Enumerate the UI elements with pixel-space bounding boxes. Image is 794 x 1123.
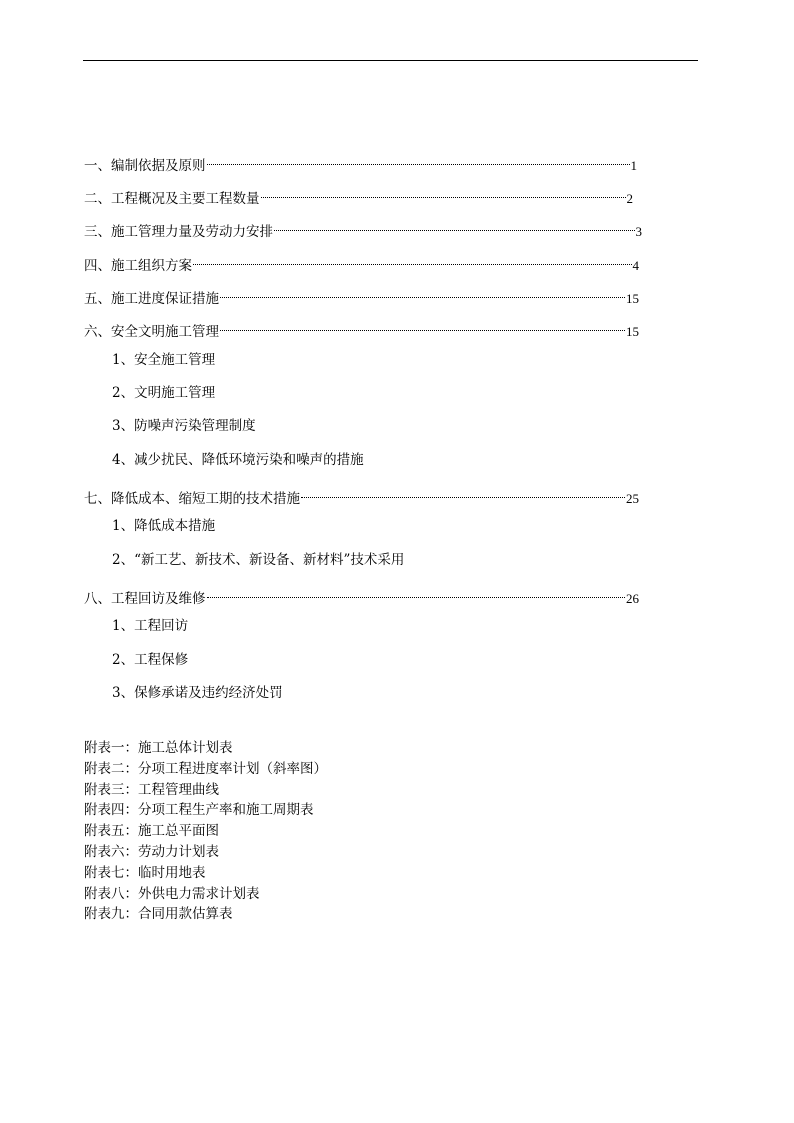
toc-leader-dots (301, 483, 625, 503)
toc-subentry-7-1[interactable] (112, 516, 215, 536)
toc-subentry-8-2[interactable] (112, 650, 188, 670)
toc-entry-page: 15 (626, 291, 639, 306)
toc-subentry-label: 3、保修承诺及违约经济处罚 (112, 685, 283, 701)
toc-entry-5[interactable] (84, 283, 639, 307)
toc-entry-page: 3 (635, 224, 642, 239)
toc-entry-page: 26 (626, 591, 639, 606)
appendix-item-9: 附表九：合同用款估算表 (84, 906, 233, 923)
toc-entry-label: 七、降低成本、缩短工期的技术措施 (84, 491, 300, 507)
toc-subentry-8-1[interactable] (112, 616, 188, 636)
appendix-item-3: 附表三：工程管理曲线 (84, 781, 219, 798)
toc-entry-2[interactable] (84, 183, 633, 207)
appendix-item-4: 附表四：分项工程生产率和施工周期表 (84, 802, 314, 819)
toc-subentry-label: 1、安全施工管理 (112, 352, 216, 368)
toc-subentry-label: 3、防噪声污染管理制度 (112, 418, 256, 434)
toc-subentry-label: 2、“新工艺、新技术、新设备、新材料”技术采用 (112, 552, 405, 568)
appendix-item-2: 附表二：分项工程进度率计划（斜率图） (84, 760, 327, 777)
toc-leader-dots (193, 250, 632, 270)
toc-leader-dots (220, 283, 625, 303)
toc-entry-8[interactable] (84, 583, 639, 607)
appendix-item-6: 附表六：劳动力计划表 (84, 843, 219, 860)
appendix-item-8: 附表八：外供电力需求计划表 (84, 885, 260, 902)
toc-entry-page: 25 (626, 491, 639, 506)
toc-entry-label: 八、工程回访及维修 (84, 591, 206, 607)
toc-subentry-6-4[interactable] (112, 450, 364, 470)
toc-subentry-label: 1、降低成本措施 (112, 518, 216, 534)
toc-subentry-label: 2、文明施工管理 (112, 385, 216, 401)
toc-subentry-6-1[interactable] (112, 350, 215, 370)
header-rule (83, 60, 698, 61)
toc-entry-label: 四、施工组织方案 (84, 258, 192, 274)
toc-subentry-label: 1、工程回访 (112, 618, 189, 634)
toc-leader-dots (207, 583, 626, 603)
toc-subentry-7-2[interactable] (112, 550, 404, 570)
toc-entry-label: 六、安全文明施工管理 (84, 324, 219, 340)
toc-subentry-6-3[interactable] (112, 416, 256, 436)
toc-entry-4[interactable] (84, 250, 639, 274)
toc-entry-3[interactable] (84, 216, 642, 240)
toc-leader-dots (207, 150, 630, 170)
toc-entry-1[interactable] (84, 150, 637, 174)
toc-subentry-8-3[interactable] (112, 683, 283, 703)
toc-entry-label: 五、施工进度保证措施 (84, 291, 219, 307)
toc-entry-page: 15 (626, 324, 639, 339)
toc-entry-page: 2 (626, 191, 633, 206)
toc-entry-6[interactable] (84, 316, 639, 340)
toc-entry-label: 二、工程概况及主要工程数量 (84, 191, 260, 207)
toc-subentry-6-2[interactable] (112, 383, 215, 403)
toc-entry-label: 一、编制依据及原则 (84, 158, 206, 174)
toc-entry-page: 1 (630, 158, 637, 173)
toc-entry-label: 三、施工管理力量及劳动力安排 (84, 224, 273, 240)
toc-subentry-label: 4、减少扰民、降低环境污染和噪声的措施 (112, 452, 364, 468)
appendix-item-5: 附表五：施工总平面图 (84, 823, 219, 840)
appendix-item-7: 附表七：临时用地表 (84, 864, 206, 881)
toc-leader-dots (261, 183, 626, 203)
toc-entry-page: 4 (632, 258, 639, 273)
toc-entry-7[interactable] (84, 483, 639, 507)
toc-leader-dots (274, 216, 635, 236)
toc-subentry-label: 2、工程保修 (112, 652, 189, 668)
toc-leader-dots (220, 316, 625, 336)
appendix-list (84, 738, 684, 925)
appendix-item-1: 附表一：施工总体计划表 (84, 740, 233, 756)
